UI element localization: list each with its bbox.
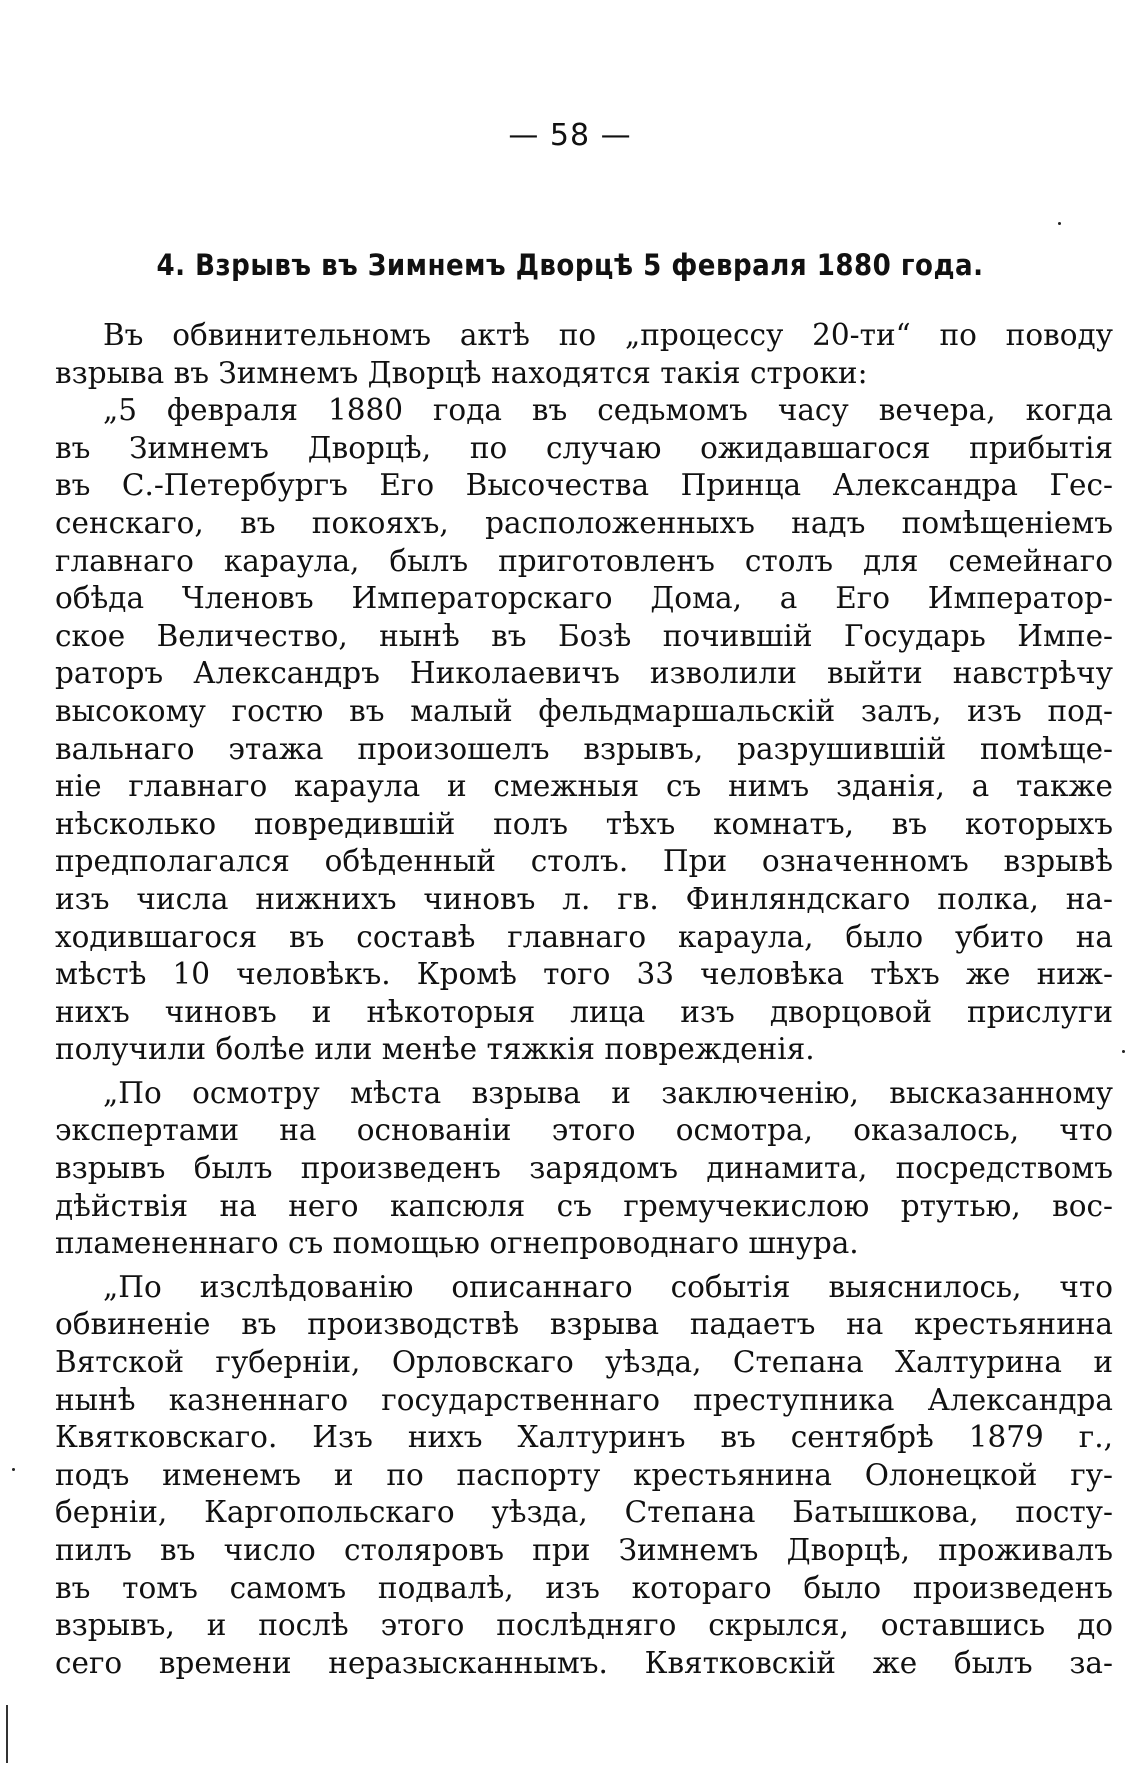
text-line: нихъ чиновъ и нѣкоторыя лица изъ дворцовой прислуги	[55, 994, 1113, 1029]
text-line: взрывъ былъ произведенъ зарядомъ динамита, посредствомъ	[55, 1151, 1113, 1186]
text-line: въ томъ самомъ подвалѣ, изъ котораго было произведенъ	[55, 1570, 1113, 1605]
print-speck	[12, 1468, 15, 1471]
text-line: раторъ Александръ Николаевичъ изволили выйти навстрѣчу	[55, 656, 1113, 691]
text-line: обвиненіе въ производствѣ взрыва падаетъ на крестьянина	[55, 1307, 1113, 1342]
text-line: взрывъ, и послѣ этого послѣдняго скрылся, оставшись до	[55, 1608, 1113, 1643]
text-line: предполагался обѣденный столъ. При означенномъ взрывѣ	[55, 844, 1113, 879]
text-line: экспертами на основаніи этого осмотра, оказалось, что	[55, 1113, 1113, 1148]
text-line: берніи, Каргопольскаго уѣзда, Степана Батышкова, посту-	[55, 1495, 1113, 1530]
text-line: нынѣ казненнаго государственнаго преступника Александра	[55, 1382, 1113, 1417]
text-line: сего времени неразысканнымъ. Квятковскій же былъ за-	[55, 1645, 1113, 1680]
text-line: ходившагося въ составѣ главнаго караула, было убито на	[55, 919, 1113, 954]
text-line: нѣсколько повредившій полъ тѣхъ комнатъ, въ которыхъ	[55, 806, 1113, 841]
text-line: Вятской губерніи, Орловскаго уѣзда, Степана Халтурина и	[55, 1345, 1113, 1380]
print-speck	[1122, 1050, 1125, 1053]
text-line: подъ именемъ и по паспорту крестьянина Олонецкой гу-	[55, 1457, 1113, 1492]
text-line: Квятковскаго. Изъ нихъ Халтуринъ въ сентябрѣ 1879 г.,	[55, 1420, 1113, 1455]
text-line: „По осмотру мѣста взрыва и заключенію, высказанному	[103, 1075, 1113, 1110]
text-line: пилъ въ число столяровъ при Зимнемъ Дворцѣ, проживалъ	[55, 1533, 1113, 1567]
margin-rule	[6, 1705, 8, 1763]
text-line: въ С.-Петербургъ Его Высочества Принца Александра Гес-	[55, 468, 1113, 503]
text-line: обѣда Членовъ Императорскаго Дома, а Его Император-	[55, 581, 1113, 616]
section-heading: 4. Взрывъ въ Зимнемъ Дворцѣ 5 февраля 1880 года.	[156, 248, 984, 282]
text-line: въ Зимнемъ Дворцѣ, по случаю ожидавшагося прибытія	[55, 430, 1113, 465]
text-line: „5 февраля 1880 года въ седьмомъ часу вечера, когда	[103, 393, 1113, 428]
text-line: высокому гостю въ малый фельдмаршальскій залъ, изъ под-	[55, 693, 1113, 728]
text-line: сенскаго, въ покояхъ, расположенныхъ надъ помѣщеніемъ	[55, 505, 1113, 540]
text-line: „По изслѣдованію описаннаго событія выяснилось, что	[103, 1269, 1113, 1304]
text-line: вальнаго этажа произошелъ взрывъ, разрушившій помѣще-	[55, 731, 1113, 766]
print-speck	[1058, 222, 1061, 225]
text-line: взрыва въ Зимнемъ Дворцѣ находятся такія строки:	[55, 355, 868, 390]
text-line: ніе главнаго караула и смежныя съ нимъ зданія, а также	[55, 769, 1113, 804]
text-line: изъ числа нижнихъ чиновъ л. гв. Финляндскаго полка, на-	[55, 881, 1113, 916]
text-line: главнаго караула, былъ приготовленъ столъ для семейнаго	[55, 543, 1113, 578]
body-text	[55, 317, 1113, 1682]
text-line: Въ обвинительномъ актѣ по „процессу 20-ти“ по поводу	[103, 318, 1113, 352]
text-line: получили болѣе или менѣе тяжкія поврежденія.	[55, 1032, 815, 1067]
page-number: — 58 —	[508, 118, 632, 153]
text-line: ское Величество, нынѣ въ Бозѣ почившій Государь Импе-	[55, 618, 1113, 653]
text-line: мѣстѣ 10 человѣкъ. Кромѣ того 33 человѣка тѣхъ же ниж-	[55, 957, 1113, 992]
text-line: дѣйствія на него капсюля съ гремучекислою ртутью, вос-	[55, 1188, 1113, 1223]
text-line: пламененнаго съ помощью огнепроводнаго шнура.	[55, 1226, 859, 1261]
